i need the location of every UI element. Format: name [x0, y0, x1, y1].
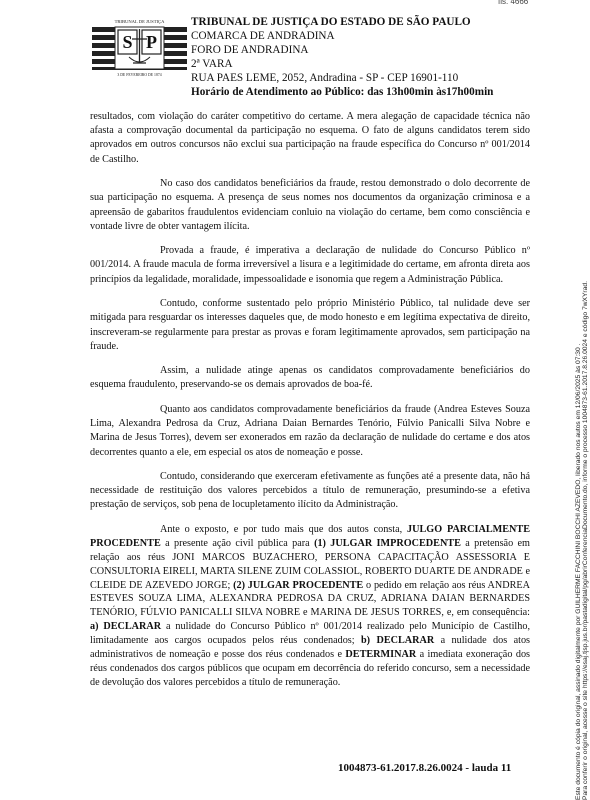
vara: 2ª VARA — [191, 57, 233, 70]
ruling-bold: a) DECLARAR — [90, 621, 162, 633]
paragraph: Assim, a nulidade atinge apenas os candidatos comprovadamente beneficiários do esquema fraudulento, preservando-se os demais aprovados de boa-fé. — [90, 365, 530, 391]
folio-number: fls. 4666 — [498, 0, 529, 6]
paragraph: Provada a fraude, é imperativa a declaração de nulidade do Concurso Público nº 001/2014. A fraude macula de forma irreversível a lisura e a legitimidade do certame, em afronta direta aos princípios da legalidade, moralidade, impessoalidade e isonomia que regem a Administração Pública. — [90, 245, 530, 285]
ruling-text: a pretensão em relação aos réus JONI MARCOS BUZACHERO, PERSONA CAPACITAÇÃO ASSESSORIA E CONSULTORIA EIRELI, MARTA SILENE ZUIM COLASSIOL, ROBERTO DUARTE DE ANDRADE e CLEIDE DE AZEVEDO JORGE; — [90, 537, 530, 591]
comarca: COMARCA DE ANDRADINA — [191, 29, 335, 42]
paragraph: Contudo, considerando que exerceram efetivamente as funções até a presente data, não há necessidade de restituição dos valores percebidos a título de remuneração, presumindo-se a efetiva prestação de serviços, sob pena de locupletamento ilícito da Administração. — [90, 471, 530, 511]
process-number-footer: 1004873-61.2017.8.26.0024 - lauda 11 — [338, 762, 512, 774]
court-name: TRIBUNAL DE JUSTIÇA DO ESTADO DE SÃO PAULO — [191, 16, 471, 28]
ruling-bold: (1) JULGAR IMPROCEDENTE — [314, 537, 461, 549]
court-identification — [191, 16, 493, 99]
ruling-text: o pedido em relação aos réus ANDREA ESTEVES SOUZA LIMA, ALEXANDRA PEDROSA DA CRUZ, ADRIANA DAIAN BERNARDES TENÓRIO, FÚLVIO PANICALLI SILVA NOBRE e MARINA DE JESUS TORRES, e, em consequência: — [90, 579, 530, 619]
ruling-text: Ante o exposto, e por tudo mais que dos autos consta, — [160, 523, 408, 535]
paragraph: Quanto aos candidatos comprovadamente beneficiários da fraude (Andrea Esteves Souza Lima, Alexandra Pedrosa da Cruz, Adriana Daian Bernardes Tenório, Fúlvio Panicalli Silva Nobre e Marina de Jesus Torres), devem ser exonerados em razão da declaração de nulidade do certame e dos atos decorrentes quanto a ele, em especial os atos de nomeação e posse. — [90, 403, 530, 458]
paragraph: Contudo, conforme sustentado pelo próprio Ministério Público, tal nulidade deve ser mitigada para resguardar os interesses daqueles que, de modo honesto e em legítima expectativa de direito, inscreveram-se regularmente para prestar as provas e foram legitimamente aprovados, sem participação na fraude. — [90, 298, 530, 352]
ruling-bold: JULGO PARCIALMENTE PROCEDENTE — [90, 523, 530, 549]
court-seal-logo — [92, 15, 187, 77]
ruling-bold: (2) JULGAR PROCEDENTE — [233, 579, 364, 591]
ruling-text: a nulidade do Concurso Público nº 001/2014 realizado pelo Município de Castilho, limitadamente aos cargos ocupados pelos réus condenados; — [90, 621, 530, 647]
foro: FORO DE ANDRADINA — [191, 43, 309, 56]
ruling-bold: b) DECLARAR — [361, 635, 435, 647]
ruling-text: a imediata exoneração dos réus condenados dos cargos públicos que ocupam em decorrência do referido concurso, sem a necessidade de devolução dos valores percebidos a título de remuneração. — [90, 649, 530, 688]
decision-body — [90, 110, 530, 690]
digital-signature-stamp — [575, 95, 590, 800]
svg-text:P: P — [146, 32, 157, 52]
ruling-bold: DETERMINAR — [345, 649, 417, 661]
document-header — [92, 12, 532, 96]
ruling-paragraph — [90, 523, 530, 690]
svg-text:TRIBUNAL DE JUSTIÇA: TRIBUNAL DE JUSTIÇA — [114, 19, 165, 24]
svg-text:3 DE FEVEREIRO DE 1874: 3 DE FEVEREIRO DE 1874 — [117, 73, 162, 77]
ruling-text: a presente ação civil pública para — [160, 537, 315, 549]
paragraph: resultados, com violação do caráter competitivo do certame. A mera alegação de capacidade técnica não afasta a comprovação documental da participação no esquema. O fato de alguns candidatos terem sido aprovados em outros concursos não exclui sua participação na fraude específica do Concurso nº 001/2014 de Castilho. — [90, 111, 530, 165]
svg-text:S: S — [122, 32, 133, 52]
opening-hours: Horário de Atendimento ao Público: das 13h00min às17h00min — [191, 85, 494, 98]
signature-line: Este documento é cópia do original, assinado digitalmente por GUILHERME FACCHINI BOCCHI AZEVEDO, liberado nos autos em 12/06/2025 às 07:30 . — [575, 343, 582, 800]
paragraph: No caso dos candidatos beneficiários da fraude, restou demonstrado o dolo decorrente de sua participação no esquema. A presença de seus nomes nos documentos da organização criminosa e a apreensão de gabaritos fraudulentos evidenciam conluio na violação do certame, bem como consciência e vontade livre de obter vantagem ilícita. — [90, 178, 530, 232]
court-address: RUA PAES LEME, 2052, Andradina - SP - CEP 16901-110 — [191, 71, 459, 84]
verification-line: Para conferir o original, acesse o site https://esaj.tjsp.jus.br/pastadigital/pg/abrirConferenciaDocumento.do, informe o processo 1004873-61.2017.8.26.0024 e código 7wXYrad. — [582, 281, 590, 800]
ruling-text: a nulidade dos atos administrativos de nomeação e posse dos réus condenados e — [90, 635, 530, 661]
